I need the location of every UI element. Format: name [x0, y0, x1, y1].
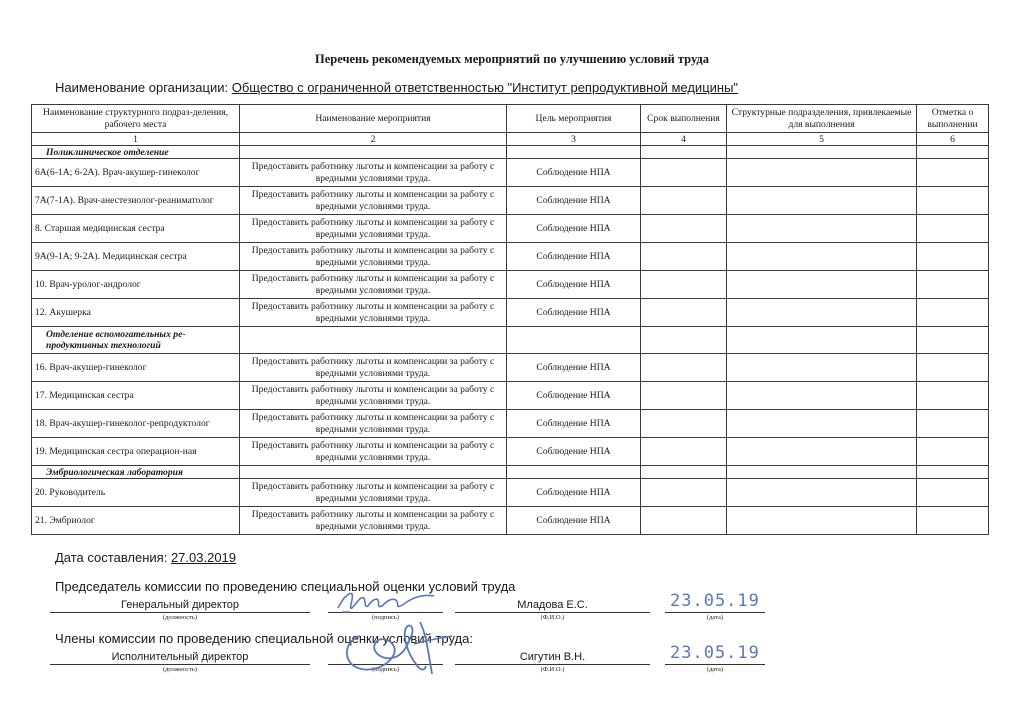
chair-handwritten-date: 23.05.19: [670, 591, 760, 611]
table-row: [32, 159, 989, 187]
section-label: Отделение вспомогательных ре-продуктивных технологий: [32, 327, 240, 354]
header-departments: Структурные подразделения, привлекаемые для выполнения: [727, 105, 917, 133]
column-numbers-row: [32, 133, 989, 146]
member-signature-icon: [336, 614, 456, 680]
measure-cell: Предоставить работнику льготы и компенсации за работу с вредными условиями труда.: [240, 187, 507, 215]
org-value: Общество с ограниченной ответственностью "Институт репродуктивной медицины": [231, 80, 739, 95]
measure-cell: Предоставить работнику льготы и компенсации за работу с вредными условиями труда.: [240, 159, 507, 187]
organization-line: [55, 80, 738, 95]
goal-cell: Соблюдение НПА: [507, 479, 641, 507]
measure-cell: Предоставить работнику льготы и компенсации за работу с вредными условиями труда.: [240, 438, 507, 466]
measure-cell: Предоставить работнику льготы и компенсации за работу с вредными условиями труда.: [240, 354, 507, 382]
measure-cell: Предоставить работнику льготы и компенсации за работу с вредными условиями труда.: [240, 299, 507, 327]
column-number: 3: [507, 133, 641, 146]
member-handwritten-date: 23.05.19: [670, 643, 760, 663]
measure-cell: Предоставить работнику льготы и компенсации за работу с вредными условиями труда.: [240, 410, 507, 438]
caption-name: (Ф.И.О.): [540, 614, 565, 621]
date-label: Дата составления:: [55, 550, 168, 565]
chair-name: Младова Е.С.: [455, 598, 650, 613]
caption-date: (дата): [706, 614, 724, 621]
member-position: Исполнительный директор: [50, 650, 310, 665]
header-measure: Наименование мероприятия: [240, 105, 507, 133]
table-row: [32, 438, 989, 466]
workplace-cell: 21. Эмбриолог: [32, 507, 240, 535]
header-workplace: Наименование структурного подраз-деления, рабочего места: [32, 105, 240, 133]
measure-cell: Предоставить работнику льготы и компенсации за работу с вредными условиями труда.: [240, 507, 507, 535]
measure-cell: Предоставить работнику льготы и компенсации за работу с вредными условиями труда.: [240, 243, 507, 271]
goal-cell: Соблюдение НПА: [507, 215, 641, 243]
table-row: [32, 299, 989, 327]
measure-cell: Предоставить работнику льготы и компенсации за работу с вредными условиями труда.: [240, 215, 507, 243]
goal-cell: Соблюдение НПА: [507, 299, 641, 327]
column-number: 4: [641, 133, 727, 146]
table-header-row: [32, 105, 989, 133]
caption-signature: (подпись): [372, 666, 399, 673]
compile-date-line: [55, 550, 236, 565]
caption-position: (должность): [162, 614, 198, 621]
goal-cell: Соблюдение НПА: [507, 410, 641, 438]
measure-cell: Предоставить работнику льготы и компенсации за работу с вредными условиями труда.: [240, 479, 507, 507]
column-number: 5: [727, 133, 917, 146]
date-value: 27.03.2019: [170, 550, 237, 565]
section-row: [32, 146, 989, 159]
members-heading: Члены комиссии по проведению специальной оценки условий труда:: [55, 631, 473, 646]
header-goal: Цель мероприятия: [507, 105, 641, 133]
caption-position: (должность): [162, 666, 198, 673]
goal-cell: Соблюдение НПА: [507, 187, 641, 215]
header-completion-mark: Отметка о выполнении: [917, 105, 989, 133]
table-row: [32, 382, 989, 410]
table-row: [32, 507, 989, 535]
measure-cell: Предоставить работнику льготы и компенсации за работу с вредными условиями труда.: [240, 271, 507, 299]
org-label: Наименование организации:: [55, 80, 229, 95]
column-number: 2: [240, 133, 507, 146]
chair-heading: Председатель комиссии по проведению специальной оценки условий труда: [55, 579, 516, 594]
workplace-cell: 20. Руководитель: [32, 479, 240, 507]
goal-cell: Соблюдение НПА: [507, 159, 641, 187]
section-row: [32, 466, 989, 479]
table-row: [32, 215, 989, 243]
measure-cell: Предоставить работнику льготы и компенсации за работу с вредными условиями труда.: [240, 382, 507, 410]
workplace-cell: 12. Акушерка: [32, 299, 240, 327]
goal-cell: Соблюдение НПА: [507, 507, 641, 535]
goal-cell: Соблюдение НПА: [507, 271, 641, 299]
workplace-cell: 16. Врач-акушер-гинеколог: [32, 354, 240, 382]
caption-date: (дата): [706, 666, 724, 673]
section-label: Поликлиническое отделение: [32, 146, 240, 159]
goal-cell: Соблюдение НПА: [507, 438, 641, 466]
caption-signature: (подпись): [372, 614, 399, 621]
member-name: Сигутин В.Н.: [455, 650, 650, 665]
goal-cell: Соблюдение НПА: [507, 354, 641, 382]
column-number: 6: [917, 133, 989, 146]
document-title: Перечень рекомендуемых мероприятий по улучшению условий труда: [314, 52, 710, 66]
header-deadline: Срок выполнения: [641, 105, 727, 133]
workplace-cell: 10. Врач-уролог-андролог: [32, 271, 240, 299]
workplace-cell: 7А(7-1А). Врач-анестезиолог-реаниматолог: [32, 187, 240, 215]
caption-name: (Ф.И.О.): [540, 666, 565, 673]
table-row: [32, 243, 989, 271]
table-row: [32, 410, 989, 438]
table-row: [32, 479, 989, 507]
column-number: 1: [32, 133, 240, 146]
goal-cell: Соблюдение НПА: [507, 382, 641, 410]
workplace-cell: 9А(9-1А; 9-2А). Медицинская сестра: [32, 243, 240, 271]
workplace-cell: 19. Медицинская сестра операцион-ная: [32, 438, 240, 466]
goal-cell: Соблюдение НПА: [507, 243, 641, 271]
chair-position: Генеральный директор: [50, 598, 310, 613]
table-row: [32, 187, 989, 215]
measures-table: [31, 104, 989, 535]
table-row: [32, 354, 989, 382]
workplace-cell: 8. Старшая медицинская сестра: [32, 215, 240, 243]
section-label: Эмбриологическая лаборатория: [32, 466, 240, 479]
workplace-cell: 17. Медицинская сестра: [32, 382, 240, 410]
table-row: [32, 271, 989, 299]
workplace-cell: 18. Врач-акушер-гинеколог-репродуктолог: [32, 410, 240, 438]
workplace-cell: 6А(6-1А; 6-2А). Врач-акушер-гинеколог: [32, 159, 240, 187]
section-row: [32, 327, 989, 354]
